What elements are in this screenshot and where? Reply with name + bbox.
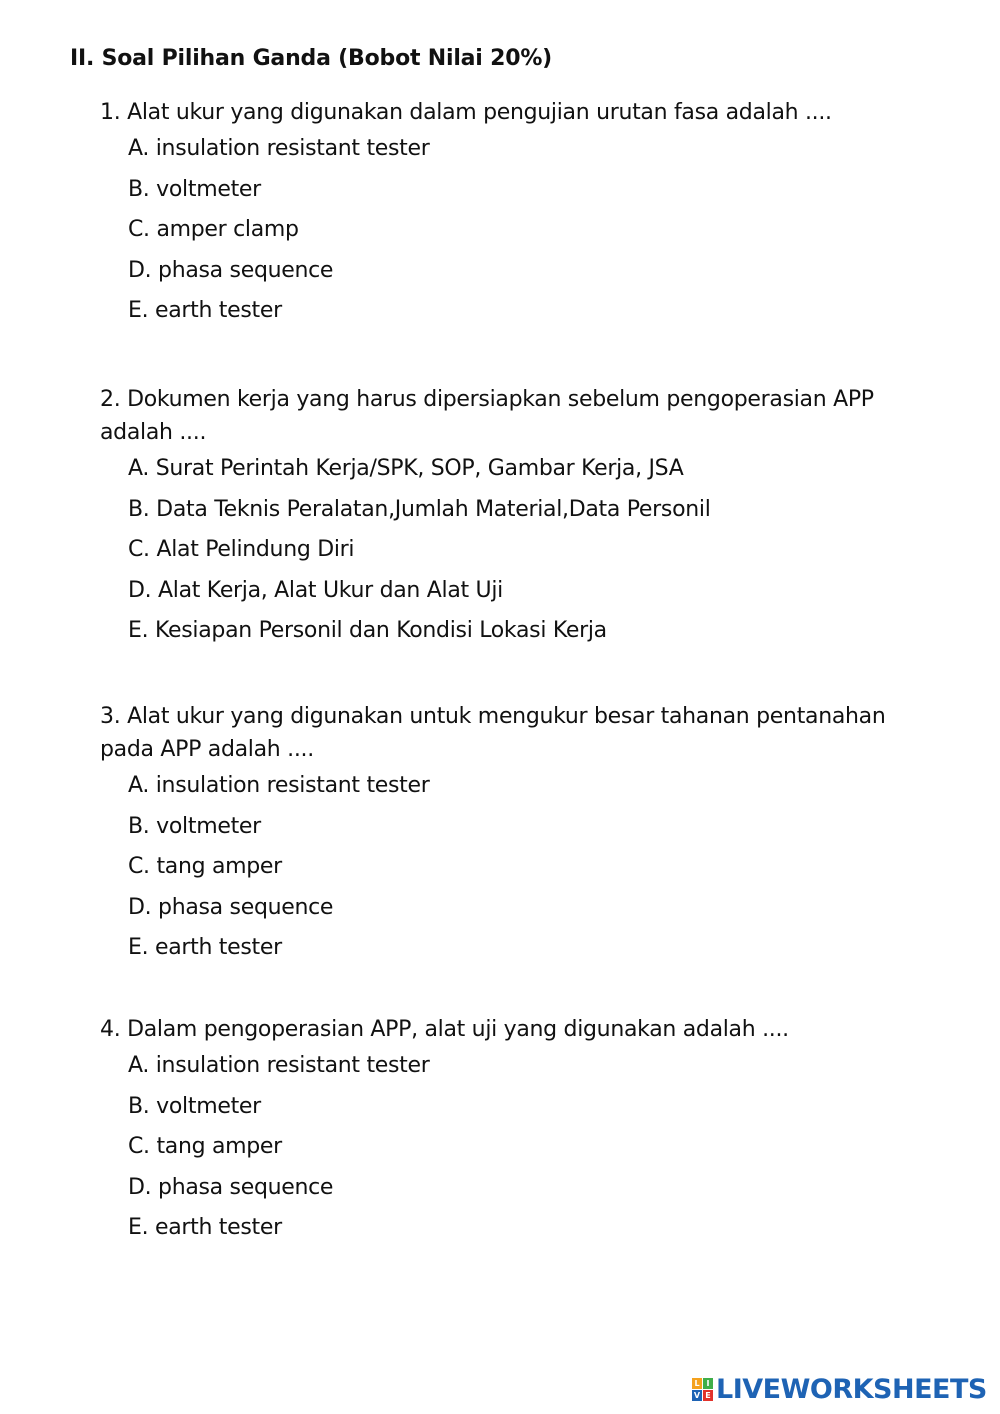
question-2-text: 2. Dokumen kerja yang harus dipersiapkan sebelum pengoperasian APP adalah ....	[100, 387, 874, 445]
question-4-text: 4. Dalam pengoperasian APP, alat uji yang digunakan adalah ....	[100, 1017, 789, 1042]
question-3-option-c[interactable]: C. tang amper	[128, 854, 282, 880]
question-3-option-a[interactable]: A. insulation resistant tester	[128, 773, 430, 798]
question-3-text: 3. Alat ukur yang digunakan untuk mengukur besar tahanan pentanahan pada APP adalah ....	[100, 704, 886, 762]
question-1-text: 1. Alat ukur yang digunakan dalam pengujian urutan fasa adalah ....	[100, 100, 832, 125]
question-4-option-b[interactable]: B. voltmeter	[128, 1093, 261, 1119]
logo-mark-letter-e: E	[703, 1390, 713, 1401]
question-2-option-a[interactable]: A. Surat Perintah Kerja/SPK, SOP, Gambar Kerja, JSA	[128, 456, 684, 481]
question-2-option-c[interactable]: C. Alat Pelindung Diri	[128, 537, 355, 563]
question-4-option-a[interactable]: A. insulation resistant tester	[128, 1053, 430, 1078]
question-1-option-d[interactable]: D. phasa sequence	[128, 257, 334, 283]
question-4-option-c[interactable]: C. tang amper	[128, 1134, 282, 1160]
logo-mark-letter-v: V	[693, 1391, 701, 1400]
question-3-option-e[interactable]: E. earth tester	[128, 935, 282, 961]
question-1-option-b[interactable]: B. voltmeter	[128, 176, 261, 202]
logo-mark-letter-l: L	[692, 1378, 702, 1389]
section-title: II. Soal Pilihan Ganda (Bobot Nilai 20%)	[70, 46, 553, 71]
question-2	[100, 383, 920, 652]
question-2-option-b[interactable]: B. Data Teknis Peralatan,Jumlah Material,Data Personil	[128, 496, 711, 522]
question-1-option-e[interactable]: E. earth tester	[128, 298, 282, 324]
question-4-option-d[interactable]: D. phasa sequence	[128, 1174, 334, 1200]
liveworksheets-logo-text: LIVEWORKSHEETS	[716, 1374, 987, 1405]
question-3-option-d[interactable]: D. phasa sequence	[128, 894, 334, 920]
liveworksheets-logo-icon	[692, 1378, 713, 1401]
question-1-option-c[interactable]: C. amper clamp	[128, 217, 299, 243]
question-3	[100, 700, 920, 969]
logo-mark-letter-i: I	[703, 1378, 713, 1389]
question-2-option-d[interactable]: D. Alat Kerja, Alat Ukur dan Alat Uji	[128, 577, 503, 603]
question-1	[100, 96, 920, 332]
question-4-option-e[interactable]: E. earth tester	[128, 1215, 282, 1241]
question-2-option-e[interactable]: E. Kesiapan Personil dan Kondisi Lokasi Kerja	[128, 618, 607, 644]
liveworksheets-logo	[692, 1374, 987, 1405]
question-4	[100, 1013, 920, 1249]
question-3-option-b[interactable]: B. voltmeter	[128, 813, 261, 839]
question-1-option-a[interactable]: A. insulation resistant tester	[128, 136, 430, 161]
